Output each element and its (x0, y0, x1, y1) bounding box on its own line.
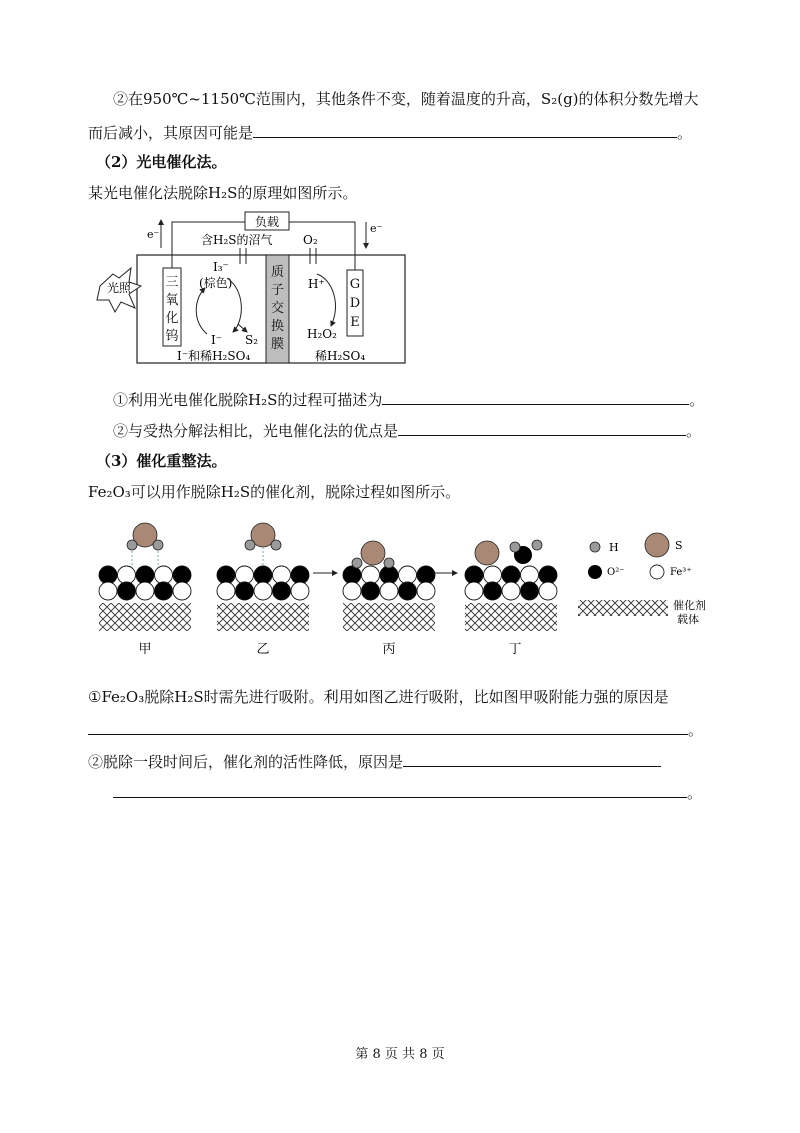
svg-text:O²⁻: O²⁻ (607, 567, 625, 578)
bing-o-ion (362, 582, 380, 600)
svg-text:H: H (609, 541, 619, 554)
ding-carrier (465, 603, 557, 631)
jia-o-ion (173, 566, 191, 584)
svg-text:S₂: S₂ (245, 333, 259, 347)
svg-text:稀H₂SO₄: 稀H₂SO₄ (315, 349, 366, 363)
jia-fe-ion (155, 566, 173, 584)
legend-o-icon (588, 565, 602, 579)
svg-text:D: D (349, 296, 361, 311)
svg-text:含H₂S的沼气: 含H₂S的沼气 (201, 233, 273, 247)
right-electrode-label (350, 277, 360, 330)
bing-fe-ion (343, 582, 361, 600)
jia-fe-ion (118, 566, 136, 584)
ding-h-atom (532, 540, 542, 550)
svg-text:O₂: O₂ (303, 233, 318, 247)
jia-h-atom (127, 540, 137, 550)
svg-text:膜: 膜 (270, 337, 285, 352)
svg-text:S: S (675, 539, 683, 552)
cycle-arrow-left-bottom (196, 288, 207, 334)
q1-2-line2: 而后减小，其原因可能是 。 (88, 121, 692, 143)
bing-h-atom (384, 558, 394, 568)
svg-text:换: 换 (270, 319, 285, 334)
jia-carrier (99, 603, 191, 631)
svg-text:负载: 负载 (254, 215, 280, 229)
jia-fe-ion (136, 582, 154, 600)
section2-intro: 某光电催化法脱除H₂S的原理如图所示。 (88, 184, 358, 202)
bing-o-ion (343, 566, 361, 584)
photoelectrocatalysis-diagram (95, 208, 415, 368)
svg-text:氧: 氧 (165, 293, 179, 308)
jia-o-ion (99, 566, 117, 584)
jia-o-ion (136, 566, 154, 584)
svg-text:E: E (350, 315, 360, 330)
svg-text:催化剂: 催化剂 (673, 599, 706, 612)
answer-blank-3-1[interactable] (88, 718, 688, 735)
label-jia: 甲 (138, 642, 152, 657)
section3-q2-line1: ②脱除一段时间后，催化剂的活性降低，原因是 (88, 750, 661, 772)
svg-text:I⁻和稀H₂SO₄: I⁻和稀H₂SO₄ (177, 349, 251, 363)
legend (578, 533, 706, 626)
legend-s-icon (645, 533, 669, 557)
yi-fe-ion (254, 582, 272, 600)
bing-o-ion (380, 566, 398, 584)
bing-carrier (343, 603, 435, 631)
answer-blank-1-2[interactable] (253, 121, 677, 138)
yi-carrier (217, 603, 309, 631)
ding-fe-ion (502, 582, 520, 600)
jia-fe-ion (173, 582, 191, 600)
label-bing: 丙 (382, 642, 396, 657)
answer-blank-3-2b[interactable] (113, 781, 687, 798)
svg-text:H⁺: H⁺ (308, 277, 325, 291)
gas-inlet-left (240, 248, 246, 264)
yi-o-ion (236, 582, 254, 600)
section2-q1-line: ①利用光电催化脱除H₂S的过程可描述为 。 (113, 388, 704, 410)
bing-fe-ion (362, 566, 380, 584)
ding-fe-ion (465, 582, 483, 600)
label-yi: 乙 (256, 642, 270, 657)
section3-intro: Fe₂O₃可以用作脱除H₂S的催化剂，脱除过程如图所示。 (88, 483, 461, 501)
svg-text:Fe³⁺: Fe³⁺ (670, 567, 692, 578)
section3-q1-line1: ①Fe₂O₃脱除H₂S时需先进行吸附。利用如图乙进行吸附，比如图甲吸附能力强的原因是 (88, 688, 669, 706)
ding-fe-ion (484, 566, 502, 584)
yi-fe-ion (236, 566, 254, 584)
ding-fe-ion (539, 582, 557, 600)
ding-s-atom (475, 541, 499, 565)
yi-h-atom (245, 540, 255, 550)
legend-fe-icon (650, 565, 664, 579)
section2-q2-line: ②与受热分解法相比，光电催化法的优点是 。 (113, 419, 701, 441)
svg-text:载体: 载体 (677, 613, 699, 626)
svg-text:化: 化 (165, 311, 179, 326)
section3-q2-line2: 。 (113, 781, 702, 803)
svg-text:e⁻: e⁻ (147, 228, 160, 241)
svg-text:交: 交 (270, 301, 285, 316)
label-ding: 丁 (508, 642, 522, 657)
svg-text:I₃⁻: I₃⁻ (213, 260, 229, 274)
legend-h-icon (590, 542, 600, 552)
answer-blank-2-2[interactable] (398, 419, 686, 436)
bing-h-atom (352, 558, 362, 568)
section2-heading: （2）光电催化法。 (96, 153, 227, 171)
legend-carrier-icon (578, 600, 668, 616)
membrane-label (271, 265, 284, 352)
svg-text:G: G (349, 277, 361, 292)
gas-inlet-right (310, 248, 316, 264)
jia-o-ion (155, 582, 173, 600)
jia-fe-ion (99, 582, 117, 600)
ding-h-atom (510, 542, 520, 552)
jia-o-ion (118, 582, 136, 600)
bing-s-atom (361, 541, 385, 565)
yi-o-ion (217, 566, 235, 584)
bing-o-ion (417, 566, 435, 584)
svg-text:子: 子 (270, 283, 285, 298)
jia-h-atom (153, 540, 163, 550)
q1-2-text: 而后减小，其原因可能是 (88, 124, 254, 142)
yi-fe-ion (273, 566, 291, 584)
ding-o-ion (484, 582, 502, 600)
page-footer: 第 8 页 共 8 页 (355, 1047, 445, 1062)
bing-fe-ion (380, 582, 398, 600)
svg-text:I⁻: I⁻ (211, 333, 223, 347)
catalyst-process-diagram (95, 515, 715, 660)
svg-text:钨: 钨 (165, 329, 179, 344)
svg-text:三: 三 (165, 275, 179, 290)
yi-o-ion (254, 566, 272, 584)
svg-text:质: 质 (270, 265, 285, 280)
bing-fe-ion (399, 566, 417, 584)
q1-2-line1: ②在950℃~1150℃范围内，其他条件不变，随着温度的升高，S₂(g)的体积分数先增大 (113, 90, 699, 108)
yi-o-ion (291, 566, 309, 584)
ding-o-ion (521, 582, 539, 600)
s2-arrow (238, 324, 247, 332)
answer-blank-2-1[interactable] (382, 388, 689, 405)
svg-text:光照: 光照 (106, 281, 132, 295)
bing-fe-ion (417, 582, 435, 600)
section3-q1-line2: 。 (88, 718, 703, 740)
yi-o-ion (273, 582, 291, 600)
ding-fe-ion (521, 566, 539, 584)
ding-o-ion (502, 566, 520, 584)
svg-text:(棕色): (棕色) (199, 276, 233, 290)
ding-o-ion (465, 566, 483, 584)
yi-fe-ion (217, 582, 235, 600)
svg-text:e⁻: e⁻ (370, 222, 383, 235)
yi-fe-ion (291, 582, 309, 600)
yi-h-atom (271, 540, 281, 550)
answer-blank-3-2a[interactable] (403, 750, 661, 767)
section3-heading: （3）催化重整法。 (96, 452, 227, 470)
bing-o-ion (399, 582, 417, 600)
ding-o-ion (539, 566, 557, 584)
svg-text:H₂O₂: H₂O₂ (307, 327, 337, 341)
